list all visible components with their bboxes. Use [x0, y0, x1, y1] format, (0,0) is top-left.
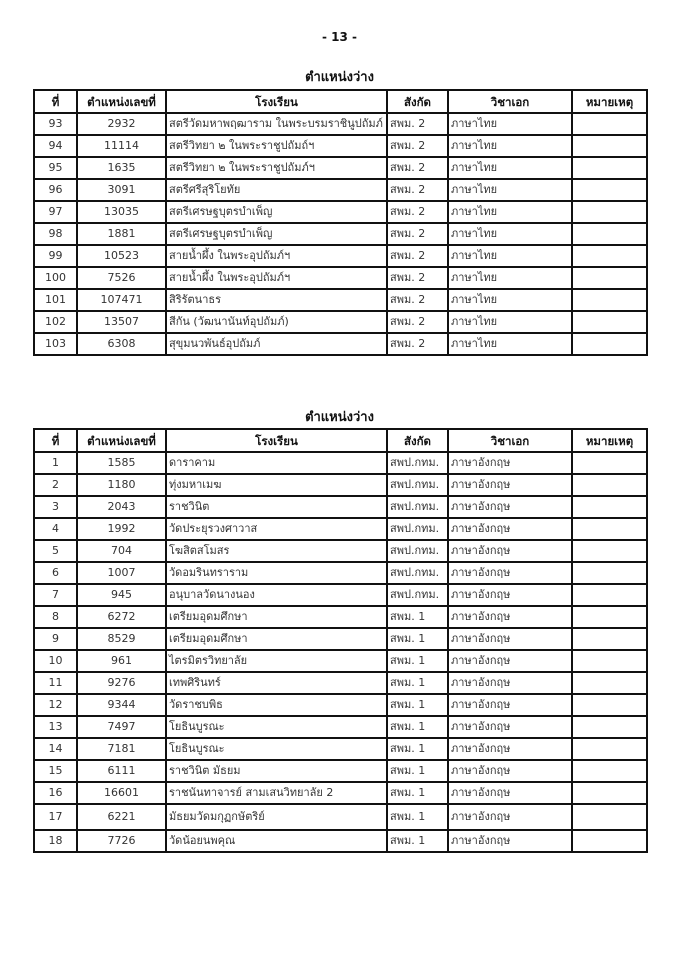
table-row — [34, 562, 647, 584]
cell-school: สายน้ำผึ้ง ในพระอุปถัมภ์ฯ — [166, 245, 387, 267]
cell-major: ภาษาอังกฤษ — [448, 760, 572, 782]
table-row — [34, 540, 647, 562]
cell-major: ภาษาอังกฤษ — [448, 584, 572, 606]
header-school: โรงเรียน — [166, 90, 387, 113]
cell-position-no: 7497 — [77, 716, 166, 738]
cell-no: 103 — [34, 333, 77, 355]
cell-remark — [572, 267, 647, 289]
table-row — [34, 113, 647, 135]
cell-school: โยธินบูรณะ — [166, 738, 387, 760]
cell-position-no: 8529 — [77, 628, 166, 650]
cell-position-no: 6272 — [77, 606, 166, 628]
cell-school: มัธยมวัดมกุฏกษัตริย์ — [166, 804, 387, 830]
cell-affiliation: สพม. 1 — [387, 782, 448, 804]
cell-no: 102 — [34, 311, 77, 333]
cell-position-no: 1007 — [77, 562, 166, 584]
cell-school: เตรียมอุดมศึกษา — [166, 606, 387, 628]
cell-position-no: 107471 — [77, 289, 166, 311]
cell-major: ภาษาไทย — [448, 201, 572, 223]
cell-no: 14 — [34, 738, 77, 760]
cell-affiliation: สพม. 2 — [387, 267, 448, 289]
cell-remark — [572, 738, 647, 760]
table-row — [34, 474, 647, 496]
cell-position-no: 1585 — [77, 452, 166, 474]
cell-major: ภาษาไทย — [448, 113, 572, 135]
cell-remark — [572, 562, 647, 584]
cell-major: ภาษาไทย — [448, 157, 572, 179]
table-row — [34, 157, 647, 179]
cell-no: 9 — [34, 628, 77, 650]
cell-position-no: 13035 — [77, 201, 166, 223]
cell-position-no: 961 — [77, 650, 166, 672]
vacancy-table-2 — [33, 428, 648, 853]
cell-affiliation: สพป.กทม. — [387, 452, 448, 474]
cell-no: 8 — [34, 606, 77, 628]
table-row — [34, 245, 647, 267]
cell-no: 13 — [34, 716, 77, 738]
cell-major: ภาษาไทย — [448, 135, 572, 157]
cell-position-no: 16601 — [77, 782, 166, 804]
table-row — [34, 267, 647, 289]
table-row — [34, 584, 647, 606]
cell-affiliation: สพม. 2 — [387, 179, 448, 201]
table-row — [34, 760, 647, 782]
cell-no: 99 — [34, 245, 77, 267]
cell-remark — [572, 628, 647, 650]
cell-no: 7 — [34, 584, 77, 606]
cell-school: สิริรัตนาธร — [166, 289, 387, 311]
cell-remark — [572, 830, 647, 852]
cell-remark — [572, 650, 647, 672]
cell-no: 18 — [34, 830, 77, 852]
cell-major: ภาษาอังกฤษ — [448, 672, 572, 694]
header-remark: หมายเหตุ — [572, 429, 647, 452]
cell-major: ภาษาอังกฤษ — [448, 496, 572, 518]
cell-school: โยธินบูรณะ — [166, 716, 387, 738]
table-row — [34, 135, 647, 157]
cell-remark — [572, 289, 647, 311]
table-header-row — [34, 429, 647, 452]
cell-major: ภาษาอังกฤษ — [448, 562, 572, 584]
cell-major: ภาษาอังกฤษ — [448, 474, 572, 496]
table-row — [34, 804, 647, 830]
table1-title: ตำแหน่งว่าง — [305, 70, 374, 85]
cell-school: ราชนันทาจารย์ สามเสนวิทยาลัย 2 — [166, 782, 387, 804]
cell-major: ภาษาไทย — [448, 333, 572, 355]
header-position-no: ตำแหน่งเลขที่ — [77, 90, 166, 113]
cell-major: ภาษาอังกฤษ — [448, 830, 572, 852]
cell-position-no: 6111 — [77, 760, 166, 782]
cell-remark — [572, 606, 647, 628]
cell-major: ภาษาอังกฤษ — [448, 694, 572, 716]
cell-no: 1 — [34, 452, 77, 474]
cell-no: 94 — [34, 135, 77, 157]
cell-affiliation: สพม. 1 — [387, 738, 448, 760]
cell-school: สตรีเศรษฐบุตรบำเพ็ญ — [166, 223, 387, 245]
cell-affiliation: สพม. 1 — [387, 694, 448, 716]
cell-affiliation: สพม. 2 — [387, 333, 448, 355]
table2-body — [34, 452, 647, 852]
cell-school: ดาราคาม — [166, 452, 387, 474]
cell-school: ทุ่งมหาเมฆ — [166, 474, 387, 496]
table-row — [34, 179, 647, 201]
cell-position-no: 945 — [77, 584, 166, 606]
table-row — [34, 738, 647, 760]
cell-major: ภาษาไทย — [448, 179, 572, 201]
cell-school: สุขุมนวพันธ์อุปถัมภ์ — [166, 333, 387, 355]
cell-school: วัดประยุรวงศาวาส — [166, 518, 387, 540]
cell-position-no: 1992 — [77, 518, 166, 540]
cell-remark — [572, 540, 647, 562]
cell-major: ภาษาอังกฤษ — [448, 628, 572, 650]
cell-affiliation: สพม. 2 — [387, 157, 448, 179]
cell-major: ภาษาไทย — [448, 311, 572, 333]
cell-school: อนุบาลวัดนางนอง — [166, 584, 387, 606]
cell-remark — [572, 113, 647, 135]
table-row — [34, 496, 647, 518]
table2-title: ตำแหน่งว่าง — [305, 410, 374, 425]
cell-position-no: 9276 — [77, 672, 166, 694]
cell-school: ราชวินิต มัธยม — [166, 760, 387, 782]
cell-school: ราชวินิต — [166, 496, 387, 518]
cell-no: 11 — [34, 672, 77, 694]
cell-no: 6 — [34, 562, 77, 584]
cell-position-no: 2043 — [77, 496, 166, 518]
cell-position-no: 6308 — [77, 333, 166, 355]
cell-school: ไตรมิตรวิทยาลัย — [166, 650, 387, 672]
cell-remark — [572, 694, 647, 716]
cell-major: ภาษาไทย — [448, 223, 572, 245]
cell-remark — [572, 452, 647, 474]
cell-school: เทพศิรินทร์ — [166, 672, 387, 694]
header-school: โรงเรียน — [166, 429, 387, 452]
cell-no: 93 — [34, 113, 77, 135]
cell-affiliation: สพม. 1 — [387, 672, 448, 694]
cell-position-no: 1881 — [77, 223, 166, 245]
cell-affiliation: สพป.กทม. — [387, 540, 448, 562]
cell-position-no: 10523 — [77, 245, 166, 267]
cell-remark — [572, 157, 647, 179]
cell-school: วัดอมรินทราราม — [166, 562, 387, 584]
cell-major: ภาษาอังกฤษ — [448, 716, 572, 738]
cell-affiliation: สพม. 2 — [387, 311, 448, 333]
cell-no: 98 — [34, 223, 77, 245]
cell-remark — [572, 201, 647, 223]
cell-school: วัดน้อยนพคุณ — [166, 830, 387, 852]
cell-school: โฆสิตสโมสร — [166, 540, 387, 562]
table-row — [34, 223, 647, 245]
cell-school: สตรีวิทยา ๒ ในพระราชูปถัมภ์ฯ — [166, 157, 387, 179]
table-row — [34, 650, 647, 672]
cell-school: วัดราชบพิธ — [166, 694, 387, 716]
table-row — [34, 452, 647, 474]
cell-affiliation: สพม. 2 — [387, 201, 448, 223]
header-no: ที่ — [34, 429, 77, 452]
table-row — [34, 672, 647, 694]
cell-position-no: 6221 — [77, 804, 166, 830]
cell-school: สตรีวิทยา ๒ ในพระราชูปถัมถ์ฯ — [166, 135, 387, 157]
cell-affiliation: สพป.กทม. — [387, 474, 448, 496]
cell-remark — [572, 179, 647, 201]
header-major: วิชาเอก — [448, 90, 572, 113]
page-number: - 13 - — [321, 30, 357, 44]
cell-position-no: 1635 — [77, 157, 166, 179]
cell-remark — [572, 782, 647, 804]
table-row — [34, 201, 647, 223]
cell-no: 3 — [34, 496, 77, 518]
cell-remark — [572, 760, 647, 782]
cell-no: 100 — [34, 267, 77, 289]
cell-major: ภาษาอังกฤษ — [448, 782, 572, 804]
cell-position-no: 704 — [77, 540, 166, 562]
cell-affiliation: สพป.กทม. — [387, 496, 448, 518]
cell-no: 97 — [34, 201, 77, 223]
cell-affiliation: สพม. 1 — [387, 760, 448, 782]
cell-major: ภาษาอังกฤษ — [448, 650, 572, 672]
table-row — [34, 830, 647, 852]
cell-major: ภาษาอังกฤษ — [448, 804, 572, 830]
cell-no: 5 — [34, 540, 77, 562]
cell-major: ภาษาอังกฤษ — [448, 540, 572, 562]
table-row — [34, 716, 647, 738]
cell-affiliation: สพม. 2 — [387, 245, 448, 267]
cell-major: ภาษาไทย — [448, 267, 572, 289]
cell-remark — [572, 672, 647, 694]
cell-school: เตรียมอุดมศึกษา — [166, 628, 387, 650]
cell-remark — [572, 245, 647, 267]
table-row — [34, 311, 647, 333]
cell-position-no: 2932 — [77, 113, 166, 135]
table-row — [34, 333, 647, 355]
cell-no: 2 — [34, 474, 77, 496]
cell-affiliation: สพม. 1 — [387, 606, 448, 628]
cell-affiliation: สพม. 2 — [387, 223, 448, 245]
cell-remark — [572, 333, 647, 355]
cell-remark — [572, 474, 647, 496]
cell-remark — [572, 584, 647, 606]
cell-major: ภาษาไทย — [448, 289, 572, 311]
header-no: ที่ — [34, 90, 77, 113]
cell-no: 95 — [34, 157, 77, 179]
cell-position-no: 7526 — [77, 267, 166, 289]
cell-major: ภาษาอังกฤษ — [448, 518, 572, 540]
table-header-row — [34, 90, 647, 113]
cell-affiliation: สพม. 1 — [387, 830, 448, 852]
cell-affiliation: สพม. 2 — [387, 289, 448, 311]
cell-school: สตรีศรีสุริโยทัย — [166, 179, 387, 201]
cell-school: สายน้ำผึ้ง ในพระอุปถัมภ์ฯ — [166, 267, 387, 289]
cell-position-no: 3091 — [77, 179, 166, 201]
cell-position-no: 7726 — [77, 830, 166, 852]
cell-affiliation: สพม. 2 — [387, 113, 448, 135]
header-affiliation: สังกัด — [387, 429, 448, 452]
cell-major: ภาษาอังกฤษ — [448, 606, 572, 628]
header-position-no: ตำแหน่งเลขที่ — [77, 429, 166, 452]
cell-affiliation: สพป.กทม. — [387, 562, 448, 584]
cell-remark — [572, 223, 647, 245]
cell-no: 12 — [34, 694, 77, 716]
table-row — [34, 694, 647, 716]
cell-school: สตรีเศรษฐบุตรบำเพ็ญ — [166, 201, 387, 223]
cell-position-no: 1180 — [77, 474, 166, 496]
cell-no: 96 — [34, 179, 77, 201]
table-row — [34, 518, 647, 540]
cell-affiliation: สพป.กทม. — [387, 518, 448, 540]
cell-affiliation: สพม. 2 — [387, 135, 448, 157]
header-affiliation: สังกัด — [387, 90, 448, 113]
cell-position-no: 11114 — [77, 135, 166, 157]
cell-major: ภาษาอังกฤษ — [448, 452, 572, 474]
table-row — [34, 628, 647, 650]
cell-no: 101 — [34, 289, 77, 311]
cell-school: สีกัน (วัฒนานันท์อุปถัมภ์) — [166, 311, 387, 333]
cell-remark — [572, 518, 647, 540]
cell-school: สตรีวัดมหาพฤฒาราม ในพระบรมราชินูปถัมภ์ — [166, 113, 387, 135]
cell-affiliation: สพม. 1 — [387, 716, 448, 738]
cell-affiliation: สพม. 1 — [387, 804, 448, 830]
cell-position-no: 7181 — [77, 738, 166, 760]
cell-no: 10 — [34, 650, 77, 672]
cell-affiliation: สพป.กทม. — [387, 584, 448, 606]
table1-body — [34, 113, 647, 355]
cell-no: 15 — [34, 760, 77, 782]
header-remark: หมายเหตุ — [572, 90, 647, 113]
cell-remark — [572, 804, 647, 830]
cell-remark — [572, 496, 647, 518]
cell-major: ภาษาไทย — [448, 245, 572, 267]
cell-affiliation: สพม. 1 — [387, 650, 448, 672]
table-row — [34, 289, 647, 311]
cell-no: 4 — [34, 518, 77, 540]
cell-remark — [572, 716, 647, 738]
cell-remark — [572, 311, 647, 333]
table-row — [34, 782, 647, 804]
header-major: วิชาเอก — [448, 429, 572, 452]
cell-position-no: 9344 — [77, 694, 166, 716]
cell-affiliation: สพม. 1 — [387, 628, 448, 650]
cell-no: 17 — [34, 804, 77, 830]
cell-remark — [572, 135, 647, 157]
cell-no: 16 — [34, 782, 77, 804]
cell-position-no: 13507 — [77, 311, 166, 333]
cell-major: ภาษาอังกฤษ — [448, 738, 572, 760]
vacancy-table-1 — [33, 89, 648, 356]
table-row — [34, 606, 647, 628]
